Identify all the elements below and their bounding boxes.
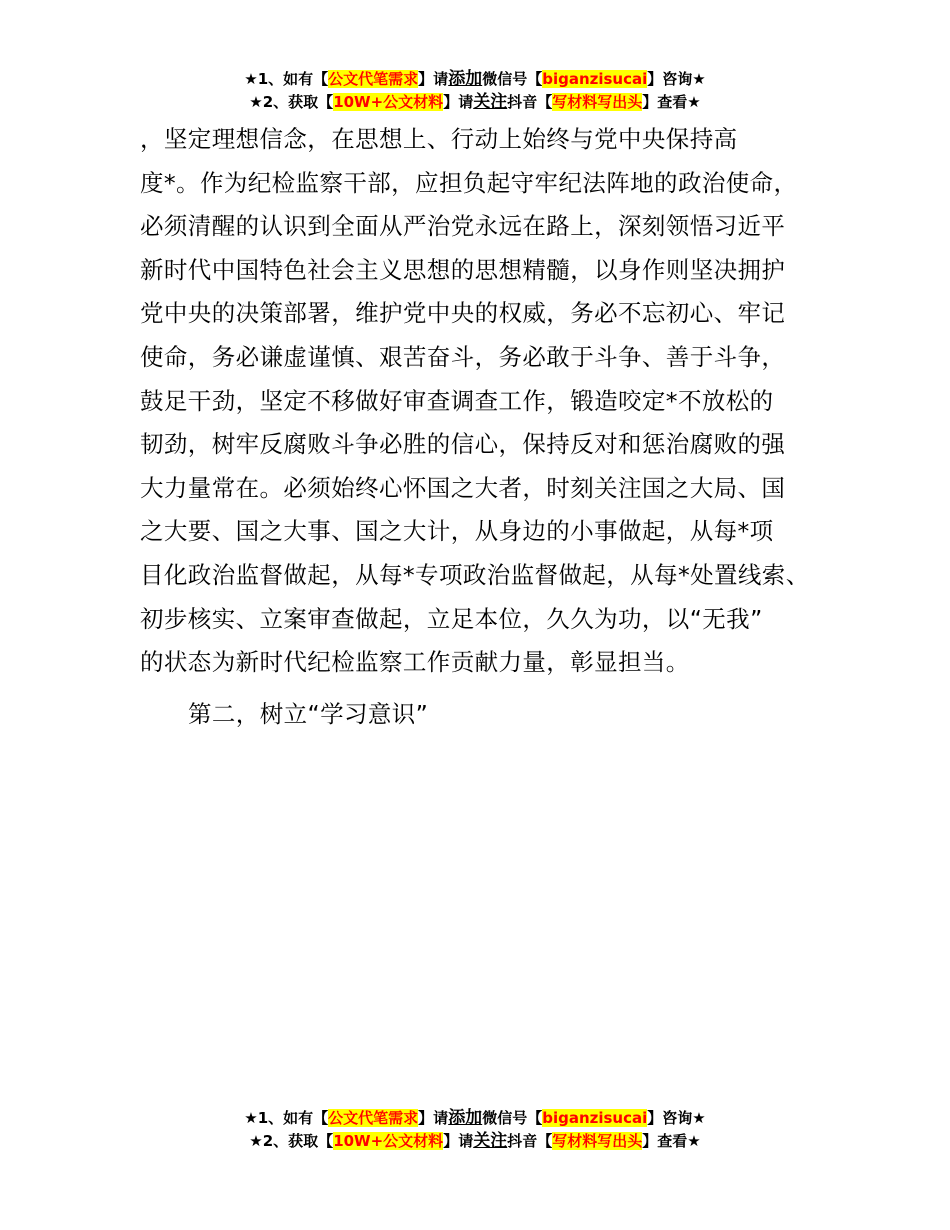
header-promo-banner	[0, 68, 950, 114]
body-paragraph	[140, 118, 840, 685]
promo-text: 】查看★	[642, 93, 701, 111]
promo-text: 抖音【	[507, 1132, 553, 1150]
body-line: 初步核实、立案审查做起，立足本位，久久为功，以“无我”	[140, 604, 763, 633]
promo-highlight: 公文代笔需求	[328, 70, 419, 88]
promo-text: 微信号【	[482, 1109, 543, 1127]
promo-text: 】咨询★	[647, 70, 706, 88]
promo-wechat-id: biganzisucai	[542, 1109, 648, 1127]
promo-text: 抖音【	[507, 93, 553, 111]
promo-underlined: 添加	[448, 69, 483, 89]
body-line: 党中央的决策部署，维护党中央的权威，务必不忘初心、牢记	[140, 299, 786, 328]
promo-text: 】请	[418, 1109, 449, 1127]
body-line: 之大要、国之大事、国之大计，从身边的小事做起，从每*项	[140, 517, 774, 546]
body-line: 新时代中国特色社会主义思想的思想精髓，以身作则坚决拥护	[140, 255, 786, 284]
body-line: 的状态为新时代纪检监察工作贡献力量，彰显担当。	[140, 648, 690, 677]
promo-line-1	[0, 1107, 950, 1130]
body-line: 鼓足干劲，坚定不移做好审查调查工作，锻造咬定*不放松的	[140, 386, 774, 415]
promo-text: 微信号【	[482, 70, 543, 88]
promo-text: 】请	[418, 70, 449, 88]
promo-text: ★1、如有【	[244, 70, 329, 88]
promo-text: ★2、获取【	[249, 1132, 334, 1150]
body-line: ，坚定理想信念，在思想上、行动上始终与党中央保持高	[140, 125, 738, 153]
body-line: 度*。作为纪检监察干部，应担负起守牢纪法阵地的政治使命，	[140, 168, 798, 197]
promo-douyin-name: 写材料写出头	[552, 1132, 643, 1150]
body-line: 大力量常在。必须始终心怀国之大者，时刻关注国之大局、国	[140, 473, 786, 502]
body-line: 韧劲，树牢反腐败斗争必胜的信心，保持反对和惩治腐败的强	[140, 430, 786, 459]
promo-text: 】请	[443, 1132, 474, 1150]
body-line: 必须清醒的认识到全面从严治党永远在路上，深刻领悟习近平	[140, 212, 786, 241]
promo-line-1	[0, 68, 950, 91]
promo-underlined: 关注	[473, 92, 508, 112]
promo-highlight: 10W+公文材料	[333, 93, 444, 111]
promo-text: ★2、获取【	[249, 93, 334, 111]
promo-douyin-name: 写材料写出头	[552, 93, 643, 111]
body-line: 使命，务必谦虚谨慎、艰苦奋斗，务必敢于斗争、善于斗争，	[140, 342, 786, 371]
promo-wechat-id: biganzisucai	[542, 70, 648, 88]
promo-highlight: 公文代笔需求	[328, 1109, 419, 1127]
promo-line-2	[0, 91, 950, 114]
promo-text: 】请	[443, 93, 474, 111]
promo-line-2	[0, 1130, 950, 1153]
promo-highlight: 10W+公文材料	[333, 1132, 444, 1150]
section-heading: 第二，树立“学习意识”	[188, 700, 429, 728]
footer-promo-banner	[0, 1107, 950, 1153]
promo-underlined: 添加	[448, 1108, 483, 1128]
promo-underlined: 关注	[473, 1131, 508, 1151]
promo-text: 】查看★	[642, 1132, 701, 1150]
body-line: 目化政治监督做起，从每*专项政治监督做起，从每*处置线索、	[140, 560, 810, 589]
promo-text: 】咨询★	[647, 1109, 706, 1127]
promo-text: ★1、如有【	[244, 1109, 329, 1127]
